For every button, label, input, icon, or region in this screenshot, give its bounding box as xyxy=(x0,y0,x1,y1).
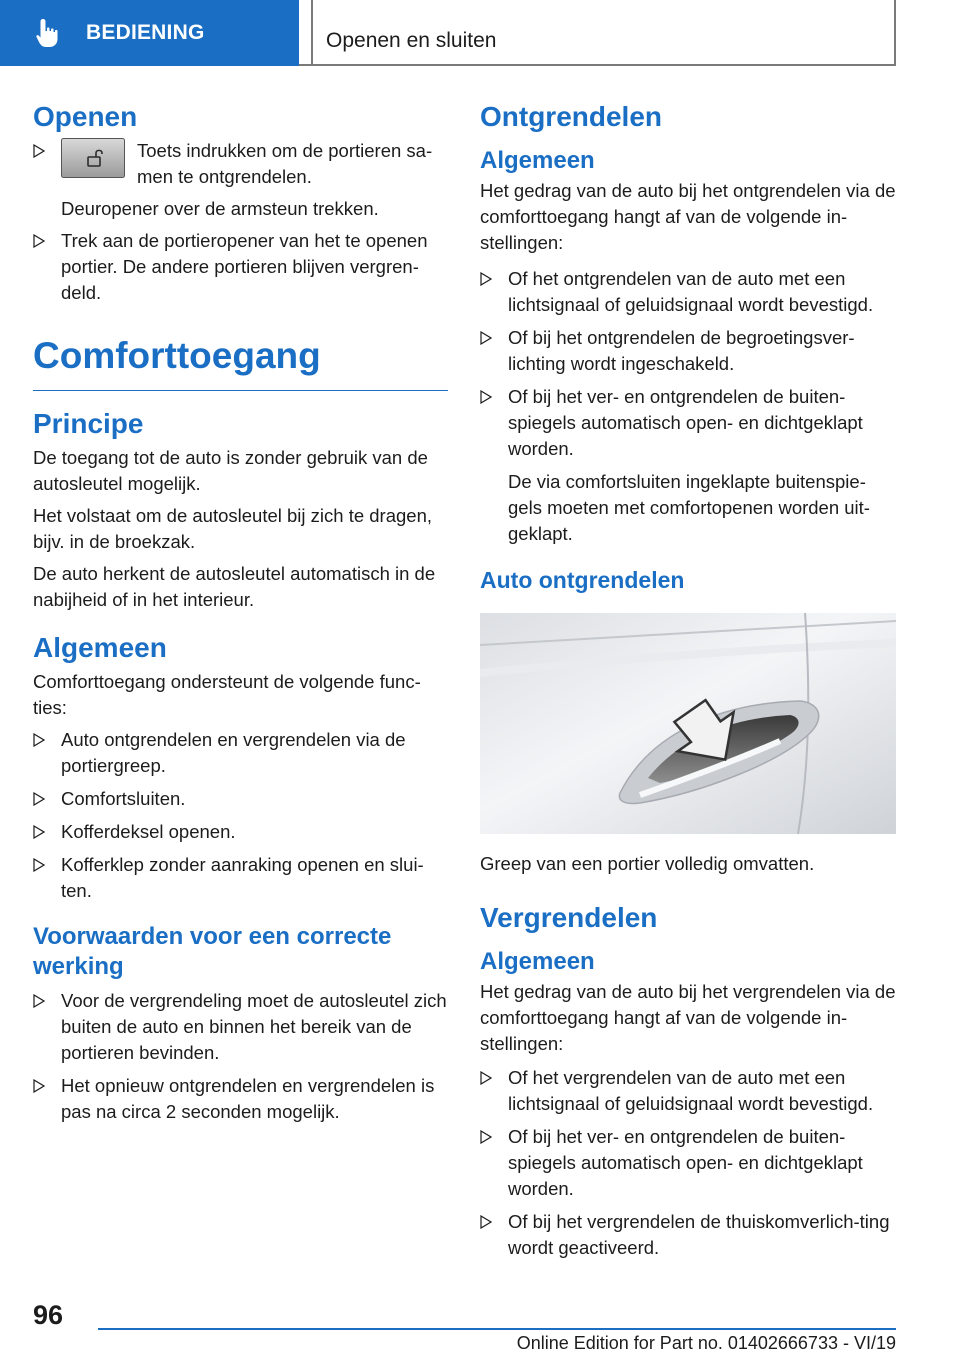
list-item: Trek aan de portieropener van het te openen portier. De andere portieren blijven vergren-deld. xyxy=(33,228,448,306)
header-divider xyxy=(311,0,313,64)
list-item: Of bij het vergrendelen de thuiskomverlich-ting wordt geactiveerd. xyxy=(480,1209,896,1261)
unlock-button-icon xyxy=(61,138,125,178)
chapter-header xyxy=(299,0,896,66)
bullet-list xyxy=(480,1065,896,1261)
list-item: Of bij het ver- en ontgrendelen de buiten-spiegels automatisch open- en dichtgeklapt worden. xyxy=(480,1124,896,1202)
list-item: Of het ontgrendelen van de auto met een lichtsignaal of geluidsignaal wordt bevestigd. xyxy=(480,266,896,318)
paragraph: De auto herkent de autosleutel automatisch in de nabijheid of in het interieur. xyxy=(33,563,436,610)
triangle-bullet-icon xyxy=(480,272,492,286)
heading-vergrendelen: Vergrendelen xyxy=(480,902,658,933)
triangle-bullet-icon xyxy=(480,1215,492,1229)
page-number: 96 xyxy=(33,1300,64,1330)
triangle-bullet-icon xyxy=(480,1130,492,1144)
photo-caption: Greep van een portier volledig omvatten. xyxy=(480,853,815,874)
paragraph: De toegang tot de auto is zonder gebruik van de autosleutel mogelijk. xyxy=(33,447,428,494)
paragraph: Comforttoegang ondersteunt de volgende func-ties: xyxy=(33,671,421,718)
triangle-bullet-icon xyxy=(33,825,45,839)
triangle-bullet-icon xyxy=(480,1071,492,1085)
list-item: Of het vergrendelen van de auto met een lichtsignaal of geluidsignaal wordt bevestigd. xyxy=(480,1065,896,1117)
triangle-bullet-icon xyxy=(33,144,45,158)
triangle-bullet-icon xyxy=(33,994,45,1008)
heading-openen: Openen xyxy=(33,101,138,132)
list-item: Kofferdeksel openen. xyxy=(33,819,448,845)
list-item: Of bij het ver- en ontgrendelen de buiten-spiegels automatisch open- en dichtgeklapt worden. xyxy=(480,384,896,462)
heading-auto-ontgrendelen: Auto ontgrendelen xyxy=(480,567,685,593)
bullet-list xyxy=(33,727,448,904)
header-divider xyxy=(894,0,896,64)
heading-algemeen: Algemeen xyxy=(480,147,595,174)
door-handle-arrow-image xyxy=(480,613,896,834)
heading-voorwaarden: Voorwaarden voor een correcte werking xyxy=(33,923,392,980)
triangle-bullet-icon xyxy=(33,858,45,872)
footer-divider xyxy=(98,1328,896,1330)
heading-ontgrendelen: Ontgrendelen xyxy=(480,101,663,132)
heading-principe: Principe xyxy=(33,408,144,439)
section-tab[interactable] xyxy=(0,0,299,66)
list-item xyxy=(33,138,448,190)
heading-algemeen: Algemeen xyxy=(33,632,167,663)
triangle-bullet-icon xyxy=(480,331,492,345)
triangle-bullet-icon xyxy=(33,1079,45,1093)
paragraph: Het gedrag van de auto bij het vergrendelen via de comforttoegang hangt af van de volgende in-stellingen: xyxy=(480,981,896,1054)
key-instruction: Toets indrukken om de portieren sa-men te ontgrendelen. xyxy=(137,140,433,187)
section-title: BEDIENING xyxy=(86,21,205,44)
triangle-bullet-icon xyxy=(33,792,45,806)
list-item: Voor de vergrendeling moet de autosleutel zich buiten de auto en binnen het bereik van de portieren bevinden. xyxy=(33,988,448,1066)
triangle-bullet-icon xyxy=(33,733,45,747)
paragraph: Deuropener over de armsteun trekken. xyxy=(61,198,379,219)
list-item: Comfortsluiten. xyxy=(33,786,448,812)
heading-algemeen: Algemeen xyxy=(480,948,595,975)
left-column xyxy=(33,100,448,1132)
list-item: Of bij het ontgrendelen de begroetingsver-lichting wordt ingeschakeld. xyxy=(480,325,896,377)
paragraph: Het volstaat om de autosleutel bij zich te dragen, bijv. in de broekzak. xyxy=(33,505,433,552)
list-item: Auto ontgrendelen en vergrendelen via de portiergreep. xyxy=(33,727,448,779)
paragraph: De via comfortsluiten ingeklapte buitenspie-gels moeten met comfortopenen worden uit-geklapt. xyxy=(508,471,870,544)
bullet-list xyxy=(480,266,896,462)
hand-pointer-icon xyxy=(34,17,62,49)
right-column xyxy=(480,100,896,1268)
triangle-bullet-icon xyxy=(480,390,492,404)
bullet-list xyxy=(33,228,448,306)
list-item: Kofferklep zonder aanraking openen en slui-ten. xyxy=(33,852,448,904)
list-item: Het opnieuw ontgrendelen en vergrendelen is pas na circa 2 seconden mogelijk. xyxy=(33,1073,448,1125)
paragraph: Het gedrag van de auto bij het ontgrendelen via de comforttoegang hangt af van de volgende in-stellingen: xyxy=(480,180,896,253)
bullet-list xyxy=(33,988,448,1125)
chapter-title: Openen en sluiten xyxy=(326,29,497,52)
heading-comforttoegang: Comforttoegang xyxy=(33,334,448,391)
triangle-bullet-icon xyxy=(33,234,45,248)
edition-text: Online Edition for Part no. 01402666733 - VI/19 xyxy=(516,1333,896,1353)
